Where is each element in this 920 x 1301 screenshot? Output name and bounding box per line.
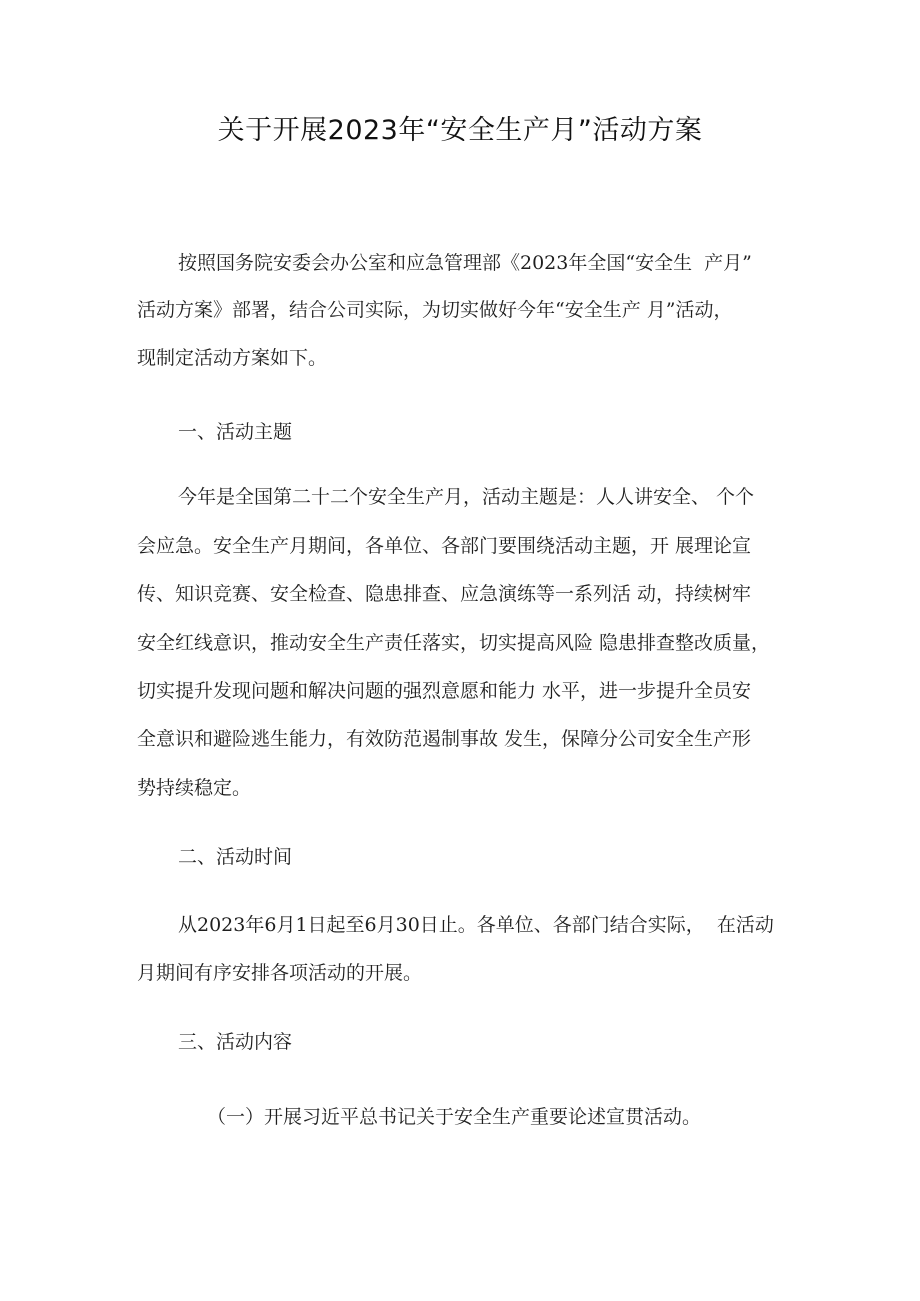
- intro-line-1: 按照国务院安委会办公室和应急管理部《2023年全国“安全生 产月”: [178, 252, 752, 274]
- intro-line-2: 活动方案》部署，结合公司实际，为切实做好今年“安全生产 月”活动，: [137, 299, 733, 321]
- section-2-line-2: 月期间有序安排各项活动的开展。: [137, 962, 423, 984]
- section-1-line-4: 安全红线意识，推动安全生产责任落实，切实提高风险 隐患排查整改质量，: [137, 632, 771, 654]
- document-title: 关于开展2023年“安全生产月”活动方案: [217, 115, 703, 146]
- section-2-line-1: 从2023年6月1日起至6月30日止。各单位、各部门结合实际， 在活动: [178, 914, 774, 936]
- section-3-subheading-1: （一）开展习近平总书记关于安全生产重要论述宣贯活动。: [207, 1106, 702, 1128]
- section-1-line-3: 传、知识竞赛、安全检查、隐患排查、应急演练等一系列活 动，持续树牢: [137, 583, 752, 605]
- section-2-heading: 二、活动时间: [178, 846, 293, 868]
- section-3-heading: 三、活动内容: [178, 1031, 293, 1053]
- section-1-line-7: 势持续稳定。: [137, 777, 252, 799]
- section-1-line-6: 全意识和避险逃生能力，有效防范遏制事故 发生，保障分公司安全生产形: [137, 728, 752, 750]
- section-1-line-2: 会应急。安全生产月期间，各单位、各部门要围绕活动主题，开 展理论宣: [137, 535, 752, 557]
- intro-line-3: 现制定活动方案如下。: [137, 347, 328, 369]
- section-1-line-1: 今年是全国第二十二个安全生产月，活动主题是：人人讲安全、 个个: [178, 486, 755, 508]
- section-1-heading: 一、活动主题: [178, 421, 293, 443]
- section-1-line-5: 切实提升发现问题和解决问题的强烈意愿和能力 水平，进一步提升全员安: [137, 680, 752, 702]
